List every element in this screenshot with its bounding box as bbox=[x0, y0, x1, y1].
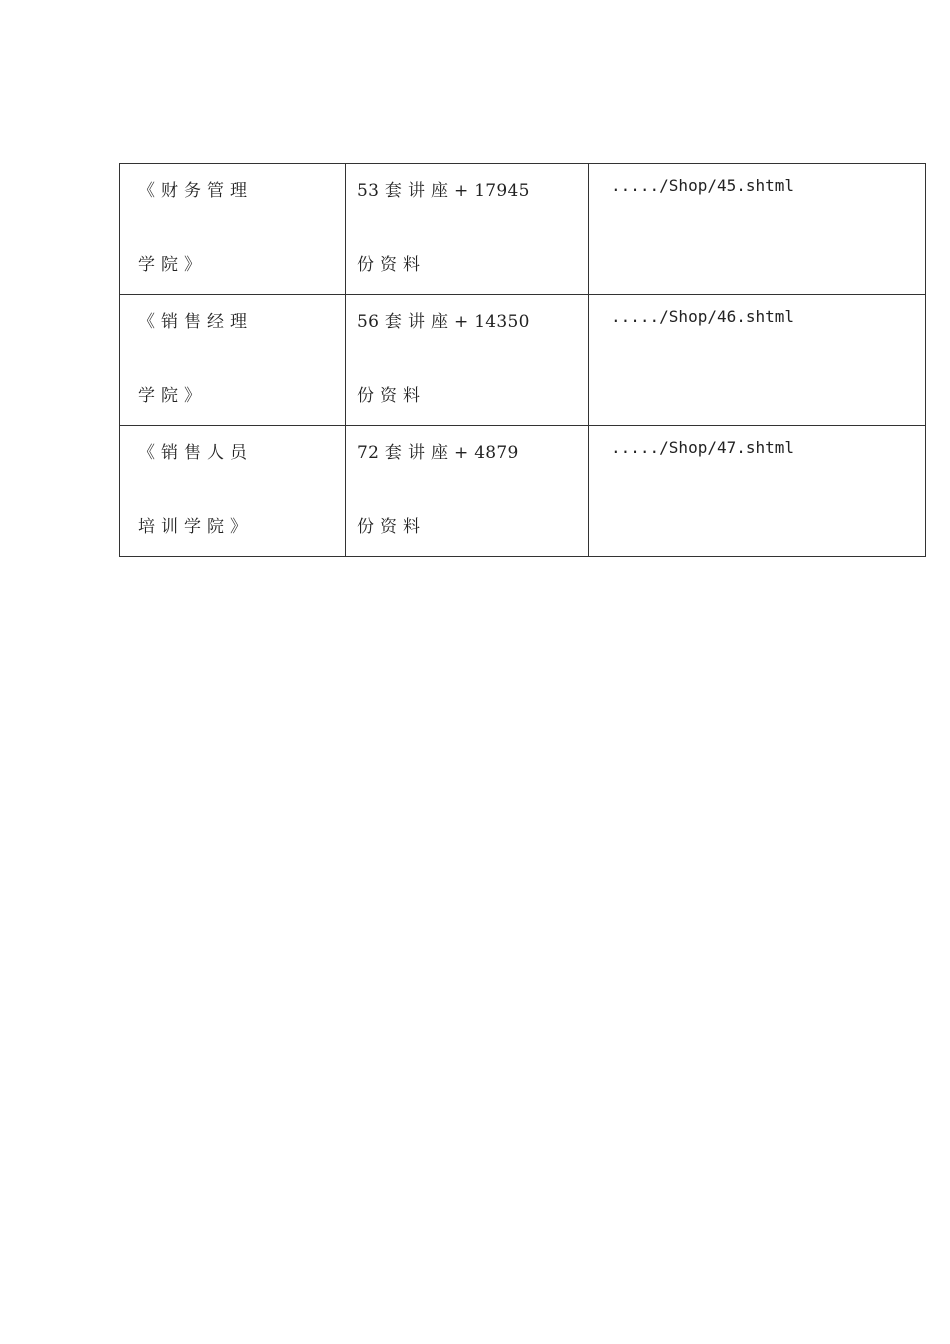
course-desc-line2: 份 资 料 bbox=[357, 255, 421, 275]
course-link-cell bbox=[589, 164, 926, 295]
course-name-line2: 学 院 》 bbox=[138, 255, 202, 275]
course-link: ...../Shop/45.shtml bbox=[611, 176, 795, 195]
course-name-line1: 《 财 务 管 理 bbox=[138, 181, 248, 201]
table-row bbox=[120, 426, 926, 557]
course-name-cell bbox=[120, 295, 346, 426]
table-row bbox=[120, 295, 926, 426]
course-desc-cell bbox=[346, 295, 589, 426]
course-link-cell bbox=[589, 295, 926, 426]
course-desc-line1: 72 套 讲 座 + 4879 bbox=[357, 443, 519, 463]
course-desc-cell bbox=[346, 426, 589, 557]
course-name-line1: 《 销 售 经 理 bbox=[138, 312, 248, 332]
course-desc-line1: 53 套 讲 座 + 17945 bbox=[357, 181, 530, 201]
course-desc-cell bbox=[346, 164, 589, 295]
course-name-line2: 学 院 》 bbox=[138, 386, 202, 406]
course-name-line1: 《 销 售 人 员 bbox=[138, 443, 248, 463]
course-link: ...../Shop/47.shtml bbox=[611, 438, 795, 457]
course-name-cell bbox=[120, 426, 346, 557]
course-desc-line2: 份 资 料 bbox=[357, 386, 421, 406]
course-table bbox=[119, 163, 926, 557]
course-name-cell bbox=[120, 164, 346, 295]
course-desc-line2: 份 资 料 bbox=[357, 517, 421, 537]
course-link: ...../Shop/46.shtml bbox=[611, 307, 795, 326]
table-row bbox=[120, 164, 926, 295]
course-desc-line1: 56 套 讲 座 + 14350 bbox=[357, 312, 530, 332]
course-link-cell bbox=[589, 426, 926, 557]
course-name-line2: 培 训 学 院 》 bbox=[138, 517, 248, 537]
